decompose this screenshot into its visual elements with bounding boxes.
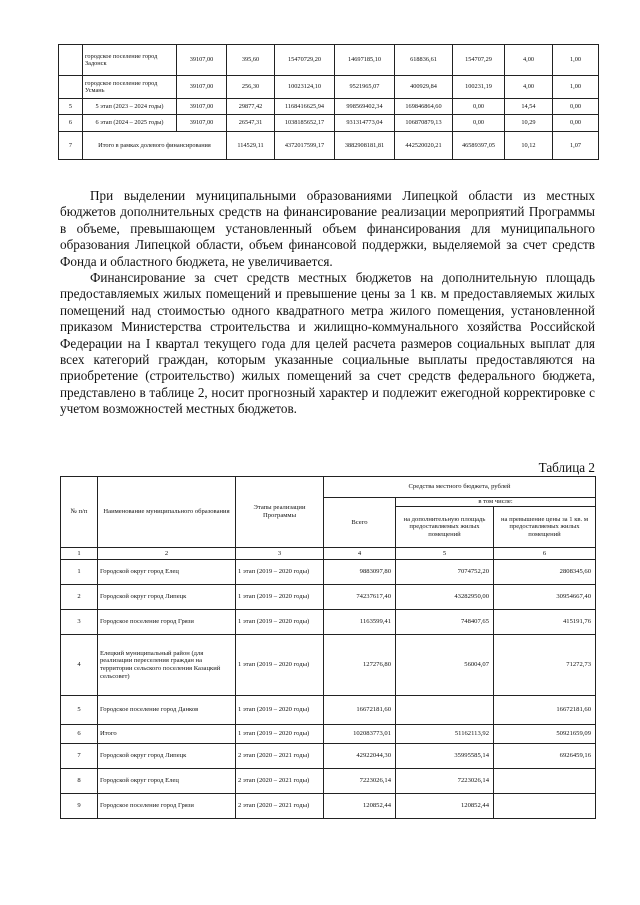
row-excess: 2808345,60: [494, 560, 596, 585]
table-row: [61, 769, 596, 794]
row-number: 7: [59, 132, 83, 160]
header-including: в том числе:: [396, 498, 596, 507]
row-excess: [494, 794, 596, 819]
header-excess: на превышение цены за 1 кв. м предоставляемых жилых помещений: [494, 507, 596, 548]
row-total: 120852,44: [324, 794, 396, 819]
header-total: Всего: [324, 498, 396, 548]
cell: 39107,00: [177, 115, 227, 132]
cell: 100231,19: [453, 76, 505, 99]
row-number: 3: [61, 610, 98, 635]
table-row: [61, 560, 596, 585]
cell: 4372017599,17: [275, 132, 335, 160]
row-total: 74237617,40: [324, 585, 396, 610]
row-stage: 1 этап (2019 – 2020 годы): [236, 610, 324, 635]
row-additional: [396, 696, 494, 725]
table-row: [61, 725, 596, 744]
row-total: 1163599,41: [324, 610, 396, 635]
row-additional: 120852,44: [396, 794, 494, 819]
row-number: [59, 45, 83, 76]
cell: 0,00: [553, 99, 599, 115]
row-total: 102083773,01: [324, 725, 396, 744]
header-funds: Средства местного бюджета, рублей: [324, 477, 596, 498]
cell: 29877,42: [227, 99, 275, 115]
table-row: [61, 635, 596, 696]
row-total: 9883097,80: [324, 560, 396, 585]
row-name: Городской округ город Елец: [98, 769, 236, 794]
row-excess: 6926459,16: [494, 744, 596, 769]
row-additional: 35995585,14: [396, 744, 494, 769]
row-excess: 50921659,09: [494, 725, 596, 744]
cell: 618836,61: [395, 45, 453, 76]
column-index: 6: [494, 548, 596, 560]
header-name: Наименование муниципального образования: [98, 477, 236, 548]
row-number: 1: [61, 560, 98, 585]
row-name: городское поселение город Задонск: [83, 45, 177, 76]
row-additional: 748407,65: [396, 610, 494, 635]
cell: 998569402,34: [335, 99, 395, 115]
cell: 154707,29: [453, 45, 505, 76]
row-stage: 1 этап (2019 – 2020 годы): [236, 560, 324, 585]
row-name: городское поселение город Усмань: [83, 76, 177, 99]
table-row: [61, 610, 596, 635]
row-name: Итого в рамках долевого финансирования: [83, 132, 227, 160]
row-number: 4: [61, 635, 98, 696]
row-name: 5 этап (2023 – 2024 годы): [83, 99, 177, 115]
cell: 169846864,60: [395, 99, 453, 115]
cell: 10,12: [505, 132, 553, 160]
row-total: 16672181,60: [324, 696, 396, 725]
row-name: Елецкий муниципальный район (для реализации переселения граждан на территории сельского поселения Казацкий сельсовет): [98, 635, 236, 696]
row-number: 6: [61, 725, 98, 744]
row-additional: 7074752,20: [396, 560, 494, 585]
row-stage: 1 этап (2019 – 2020 годы): [236, 725, 324, 744]
row-stage: 2 этап (2020 – 2021 годы): [236, 744, 324, 769]
row-excess: 415191,76: [494, 610, 596, 635]
row-number: 7: [61, 744, 98, 769]
cell: 9521965,07: [335, 76, 395, 99]
row-additional: 56004,07: [396, 635, 494, 696]
cell: 39107,00: [177, 99, 227, 115]
row-total: 42922044,30: [324, 744, 396, 769]
paragraph: Финансирование за счет средств местных бюджетов на дополнительную площадь предоставляемых жилых помещений и превышение цены за 1 кв. м предоставляемых жилых помещений над стоимостью одного квадратного метра жилого помещения, установленной приказом Министерства строительства и жилищно-коммунального хозяйства Российской Федерации на I квартал текущего года для целей расчета размеров социальных выплат для всех категорий граждан, которым указанные социальные выплаты предоставляются на приобретение (строительство) жилых помещений за счет средств федерального бюджета, представлено в таблице 2, носит прогнозный характер и подлежит ежегодной корректировке с учетом возможностей местных бюджетов.: [60, 270, 595, 417]
cell: 0,00: [553, 115, 599, 132]
row-number: 6: [59, 115, 83, 132]
cell: 106870879,13: [395, 115, 453, 132]
row-name: Городской округ город Липецк: [98, 585, 236, 610]
cell: 442520020,21: [395, 132, 453, 160]
row-excess: 30954667,40: [494, 585, 596, 610]
row-number: 5: [59, 99, 83, 115]
cell: 39107,00: [177, 76, 227, 99]
row-total: 7223026,14: [324, 769, 396, 794]
row-name: Итого: [98, 725, 236, 744]
cell: 931314773,04: [335, 115, 395, 132]
table-row: [61, 794, 596, 819]
row-name: 6 этап (2024 – 2025 годы): [83, 115, 177, 132]
row-stage: 2 этап (2020 – 2021 годы): [236, 769, 324, 794]
row-total: 127276,80: [324, 635, 396, 696]
row-name: Городское поселение город Грязи: [98, 610, 236, 635]
row-name: Городской округ город Липецк: [98, 744, 236, 769]
header-stages: Этапы реализации Программы: [236, 477, 324, 548]
row-excess: 71272,73: [494, 635, 596, 696]
paragraph: При выделении муниципальными образованиями Липецкой области из местных бюджетов дополнительных средств на финансирование реализации мероприятий Программы в объеме, превышающем установленный объем финансирования для муниципального образования Липецкой области, объем финансовой поддержки, выделяемой за счет средств Фонда и областного бюджета, не увеличивается.: [60, 188, 595, 269]
row-number: 8: [61, 769, 98, 794]
body-text: [60, 188, 595, 418]
cell: 14,54: [505, 99, 553, 115]
column-index: 4: [324, 548, 396, 560]
column-index: 2: [98, 548, 236, 560]
cell: 10,29: [505, 115, 553, 132]
cell: 46589397,05: [453, 132, 505, 160]
cell: 1,00: [553, 76, 599, 99]
cell: 0,00: [453, 99, 505, 115]
cell: 1038185652,17: [275, 115, 335, 132]
table-row: [61, 696, 596, 725]
cell: 26547,31: [227, 115, 275, 132]
cell: 395,60: [227, 45, 275, 76]
row-excess: 16672181,60: [494, 696, 596, 725]
row-additional: 43282950,00: [396, 585, 494, 610]
table-row: [59, 99, 599, 115]
cell: 4,00: [505, 45, 553, 76]
row-number: 5: [61, 696, 98, 725]
table-row: [61, 744, 596, 769]
row-number: 9: [61, 794, 98, 819]
row-name: Городской округ город Елец: [98, 560, 236, 585]
funding-table: [60, 476, 596, 819]
row-name: Городское поселение город Данков: [98, 696, 236, 725]
cell: 14697185,10: [335, 45, 395, 76]
row-number: [59, 76, 83, 99]
row-stage: 1 этап (2019 – 2020 годы): [236, 585, 324, 610]
cell: 39107,00: [177, 45, 227, 76]
cell: 256,30: [227, 76, 275, 99]
cell: 114529,11: [227, 132, 275, 160]
table-row: [59, 45, 599, 76]
header-additional: на дополнительную площадь предоставляемых жилых помещений: [396, 507, 494, 548]
table-row: [59, 76, 599, 99]
cell: 15470729,20: [275, 45, 335, 76]
cell: 4,00: [505, 76, 553, 99]
row-additional: 51162113,92: [396, 725, 494, 744]
table-row: [61, 585, 596, 610]
cell: 400929,84: [395, 76, 453, 99]
cell: 3882908181,81: [335, 132, 395, 160]
row-number: 2: [61, 585, 98, 610]
table-row: [59, 132, 599, 160]
row-additional: 7223026,14: [396, 769, 494, 794]
row-excess: [494, 769, 596, 794]
index-row: [61, 548, 596, 560]
row-stage: 1 этап (2019 – 2020 годы): [236, 696, 324, 725]
cell: 0,00: [453, 115, 505, 132]
cell: 1168416625,94: [275, 99, 335, 115]
cell: 10023124,10: [275, 76, 335, 99]
column-index: 5: [396, 548, 494, 560]
row-name: Городское поселение город Грязи: [98, 794, 236, 819]
table-caption: Таблица 2: [538, 460, 595, 475]
header-row: [61, 477, 596, 498]
header-num: № п/п: [61, 477, 98, 548]
row-stage: 1 этап (2019 – 2020 годы): [236, 635, 324, 696]
row-stage: 2 этап (2020 – 2021 годы): [236, 794, 324, 819]
column-index: 3: [236, 548, 324, 560]
top-table: [58, 44, 599, 160]
cell: 1,07: [553, 132, 599, 160]
cell: 1,00: [553, 45, 599, 76]
table-row: [59, 115, 599, 132]
column-index: 1: [61, 548, 98, 560]
